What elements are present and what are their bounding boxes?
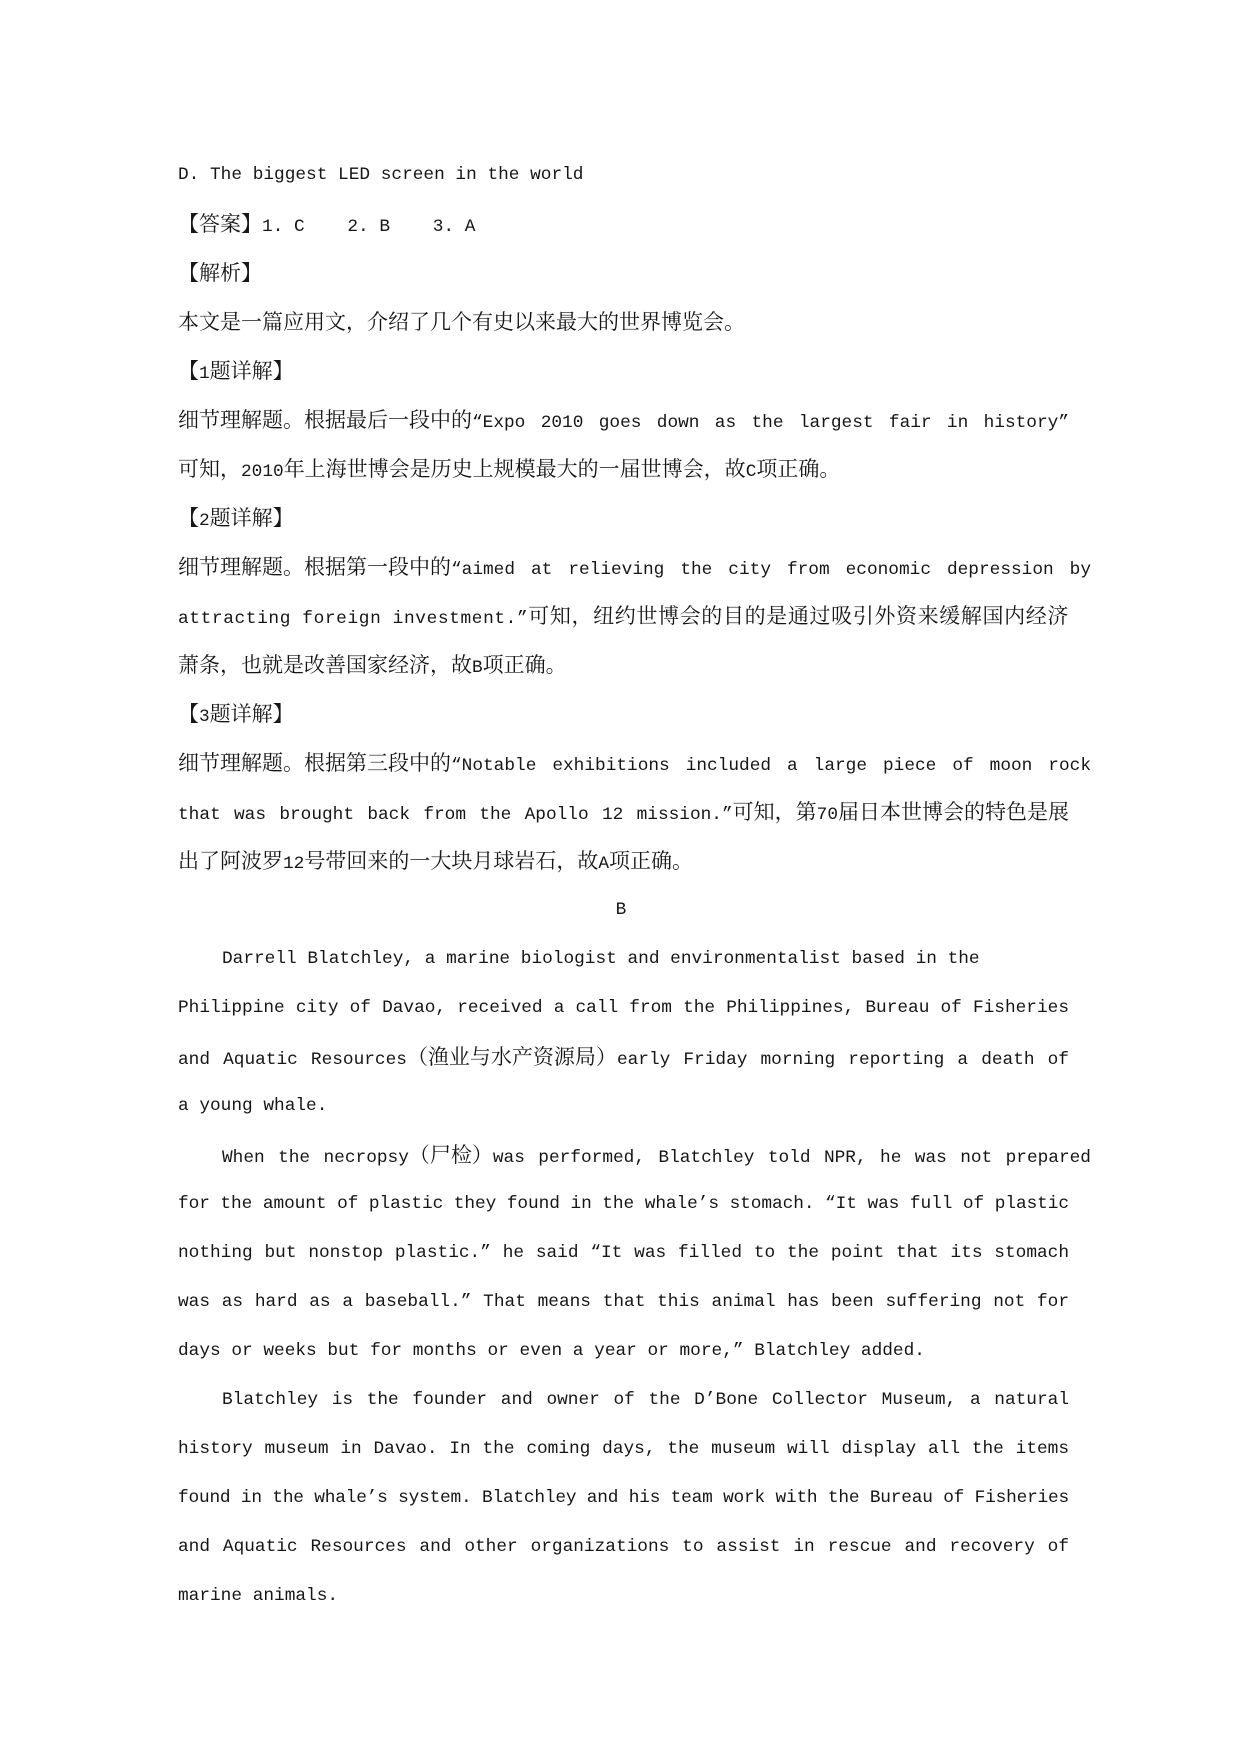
question-2-explanation-text: attracting foreign investment.”可知，纽约世博会的目的是通过吸引外资来缓解国内经济 [178, 604, 1069, 629]
answer-label [178, 212, 262, 237]
paragraph-2-line [178, 1131, 1091, 1180]
question-3-explanation-line [178, 788, 1091, 837]
cjk-text-run: 号带回来的一大块月球岩石，故 [304, 849, 599, 873]
question-2-heading: 【2题详解】 [178, 506, 294, 531]
paragraph-2-line [178, 1229, 1091, 1278]
paragraph-3-text: and Aquatic Resources and other organizations to assist in rescue and recovery of [178, 1537, 1069, 1557]
cjk-text-run: 年上海世博会是历史上规模最大的一届世博会，故 [283, 457, 746, 481]
cjk-text-run: 题详解】 [209, 359, 294, 383]
question-1-heading: 【1题详解】 [178, 359, 294, 384]
paragraph-3-line [178, 1376, 1091, 1425]
answer-values: 1. C 2. B 3. A [262, 217, 476, 237]
question-1-explanation-line [178, 396, 1091, 445]
paragraph-3-text: Blatchley is the founder and owner of the D’Bone Collector Museum, a natural [222, 1390, 1069, 1410]
question-2-heading-line [178, 494, 1091, 543]
paragraph-3-text: found in the whale’s system. Blatchley and his team work with the Bureau of Fisheries [178, 1488, 1069, 1508]
question-3-heading: 【3题详解】 [178, 702, 294, 727]
question-1-heading-line [178, 347, 1091, 396]
option-d-text: D. The biggest LED screen in the world [178, 165, 584, 185]
cjk-text-run: 题详解】 [209, 506, 294, 530]
question-2-explanation-line [178, 641, 1091, 690]
cjk-text-run: 【 [178, 506, 199, 530]
paragraph-3-line [178, 1572, 1091, 1621]
paragraph-2-text: days or weeks but for months or even a year or more,” Blatchley added. [178, 1341, 925, 1361]
cjk-text-run: 可知，纽约世博会的目的是通过吸引外资来缓解国内经济 [528, 604, 1069, 628]
cjk-text-run: （渔业与水产资源局） [406, 1045, 617, 1069]
paragraph-2-text: was as hard as a baseball.” That means that this animal has been suffering not for [178, 1292, 1069, 1312]
cjk-text-run: 可知， [178, 457, 241, 481]
answer-key-line [178, 200, 1091, 249]
paragraph-3-text: history museum in Davao. In the coming days, the museum will display all the items [178, 1439, 1069, 1459]
question-3-explanation-text: 出了阿波罗12号带回来的一大块月球岩石，故A项正确。 [178, 849, 694, 874]
paragraph-2-line [178, 1278, 1091, 1327]
cjk-text-run: 【解析】 [178, 261, 262, 285]
cjk-text-run: 细节理解题。根据最后一段中的 [178, 408, 472, 432]
cjk-text-run: 届日本世博会的特色是展 [838, 800, 1069, 824]
question-3-explanation-line [178, 739, 1091, 788]
cjk-text-run: （尸检） [408, 1143, 493, 1167]
cjk-text-run: 本文是一篇应用文，介绍了几个有史以来最大的世界博览会。 [178, 310, 745, 334]
paragraph-1-line [178, 1033, 1091, 1082]
question-2-explanation-text: 细节理解题。根据第一段中的“aimed at relieving the city from economic depression by [178, 555, 1091, 580]
cjk-text-run: 项正确。 [756, 457, 841, 481]
paragraph-2-line [178, 1180, 1091, 1229]
paragraph-3-text: marine animals. [178, 1586, 339, 1606]
cjk-text-run: 萧条，也就是改善国家经济，故 [178, 653, 472, 677]
paragraph-3-line [178, 1523, 1091, 1572]
question-3-explanation-line [178, 837, 1091, 886]
analysis-heading-line [178, 249, 1091, 298]
passage-b-heading: B [615, 900, 627, 920]
cjk-text-run: 【 [178, 702, 199, 726]
paragraph-1-text: and Aquatic Resources（渔业与水产资源局）early Friday morning reporting a death of [178, 1045, 1069, 1070]
cjk-text-run: 题详解】 [209, 702, 294, 726]
question-3-heading-line [178, 690, 1091, 739]
analysis-heading [178, 261, 262, 286]
cjk-text-run: 项正确。 [482, 653, 567, 677]
cjk-text-run: 细节理解题。根据第一段中的 [178, 555, 451, 579]
paragraph-2-text: When the necropsy（尸检）was performed, Blatchley told NPR, he was not prepared [222, 1143, 1091, 1168]
analysis-summary [178, 310, 745, 335]
paragraph-3-line [178, 1474, 1091, 1523]
analysis-summary-line [178, 298, 1091, 347]
paragraph-1-text: Philippine city of Davao, received a call from the Philippines, Bureau of Fisheries [178, 998, 1069, 1018]
question-1-explanation-line [178, 445, 1091, 494]
paragraph-1-line [178, 935, 1091, 984]
cjk-text-run: 【答案】 [178, 212, 262, 236]
cjk-text-run: 项正确。 [609, 849, 694, 873]
question-2-explanation-text: 萧条，也就是改善国家经济，故B项正确。 [178, 653, 567, 678]
paragraph-2-text: nothing but nonstop plastic.” he said “It was filled to the point that its stomach [178, 1243, 1069, 1263]
cjk-text-run: 【 [178, 359, 199, 383]
question-1-explanation-text: 可知，2010年上海世博会是历史上规模最大的一届世博会，故C项正确。 [178, 457, 841, 482]
cjk-text-run: 细节理解题。根据第三段中的 [178, 751, 451, 775]
document-page [178, 151, 1091, 1621]
question-3-explanation-text: that was brought back from the Apollo 12 mission.”可知，第70届日本世博会的特色是展 [178, 800, 1069, 825]
paragraph-2-line [178, 1327, 1091, 1376]
question-1-explanation-text: 细节理解题。根据最后一段中的“Expo 2010 goes down as the largest fair in history” [178, 408, 1069, 433]
paragraph-1-text: a young whale. [178, 1096, 328, 1116]
paragraph-3-line [178, 1425, 1091, 1474]
question-3-explanation-text: 细节理解题。根据第三段中的“Notable exhibitions included a large piece of moon rock [178, 751, 1091, 776]
answer-key [178, 212, 476, 237]
cjk-text-run: 出了阿波罗 [178, 849, 283, 873]
question-2-explanation-line [178, 543, 1091, 592]
passage-b-heading-line [178, 886, 1091, 935]
paragraph-2-text: for the amount of plastic they found in the whale’s stomach. “It was full of plastic [178, 1194, 1069, 1214]
cjk-text-run: 可知，第 [732, 800, 817, 824]
question-2-explanation-line [178, 592, 1091, 641]
paragraph-1-line [178, 984, 1091, 1033]
option-d-line [178, 151, 1091, 200]
paragraph-1-text: Darrell Blatchley, a marine biologist and environmentalist based in the [222, 949, 980, 969]
paragraph-1-line [178, 1082, 1091, 1131]
